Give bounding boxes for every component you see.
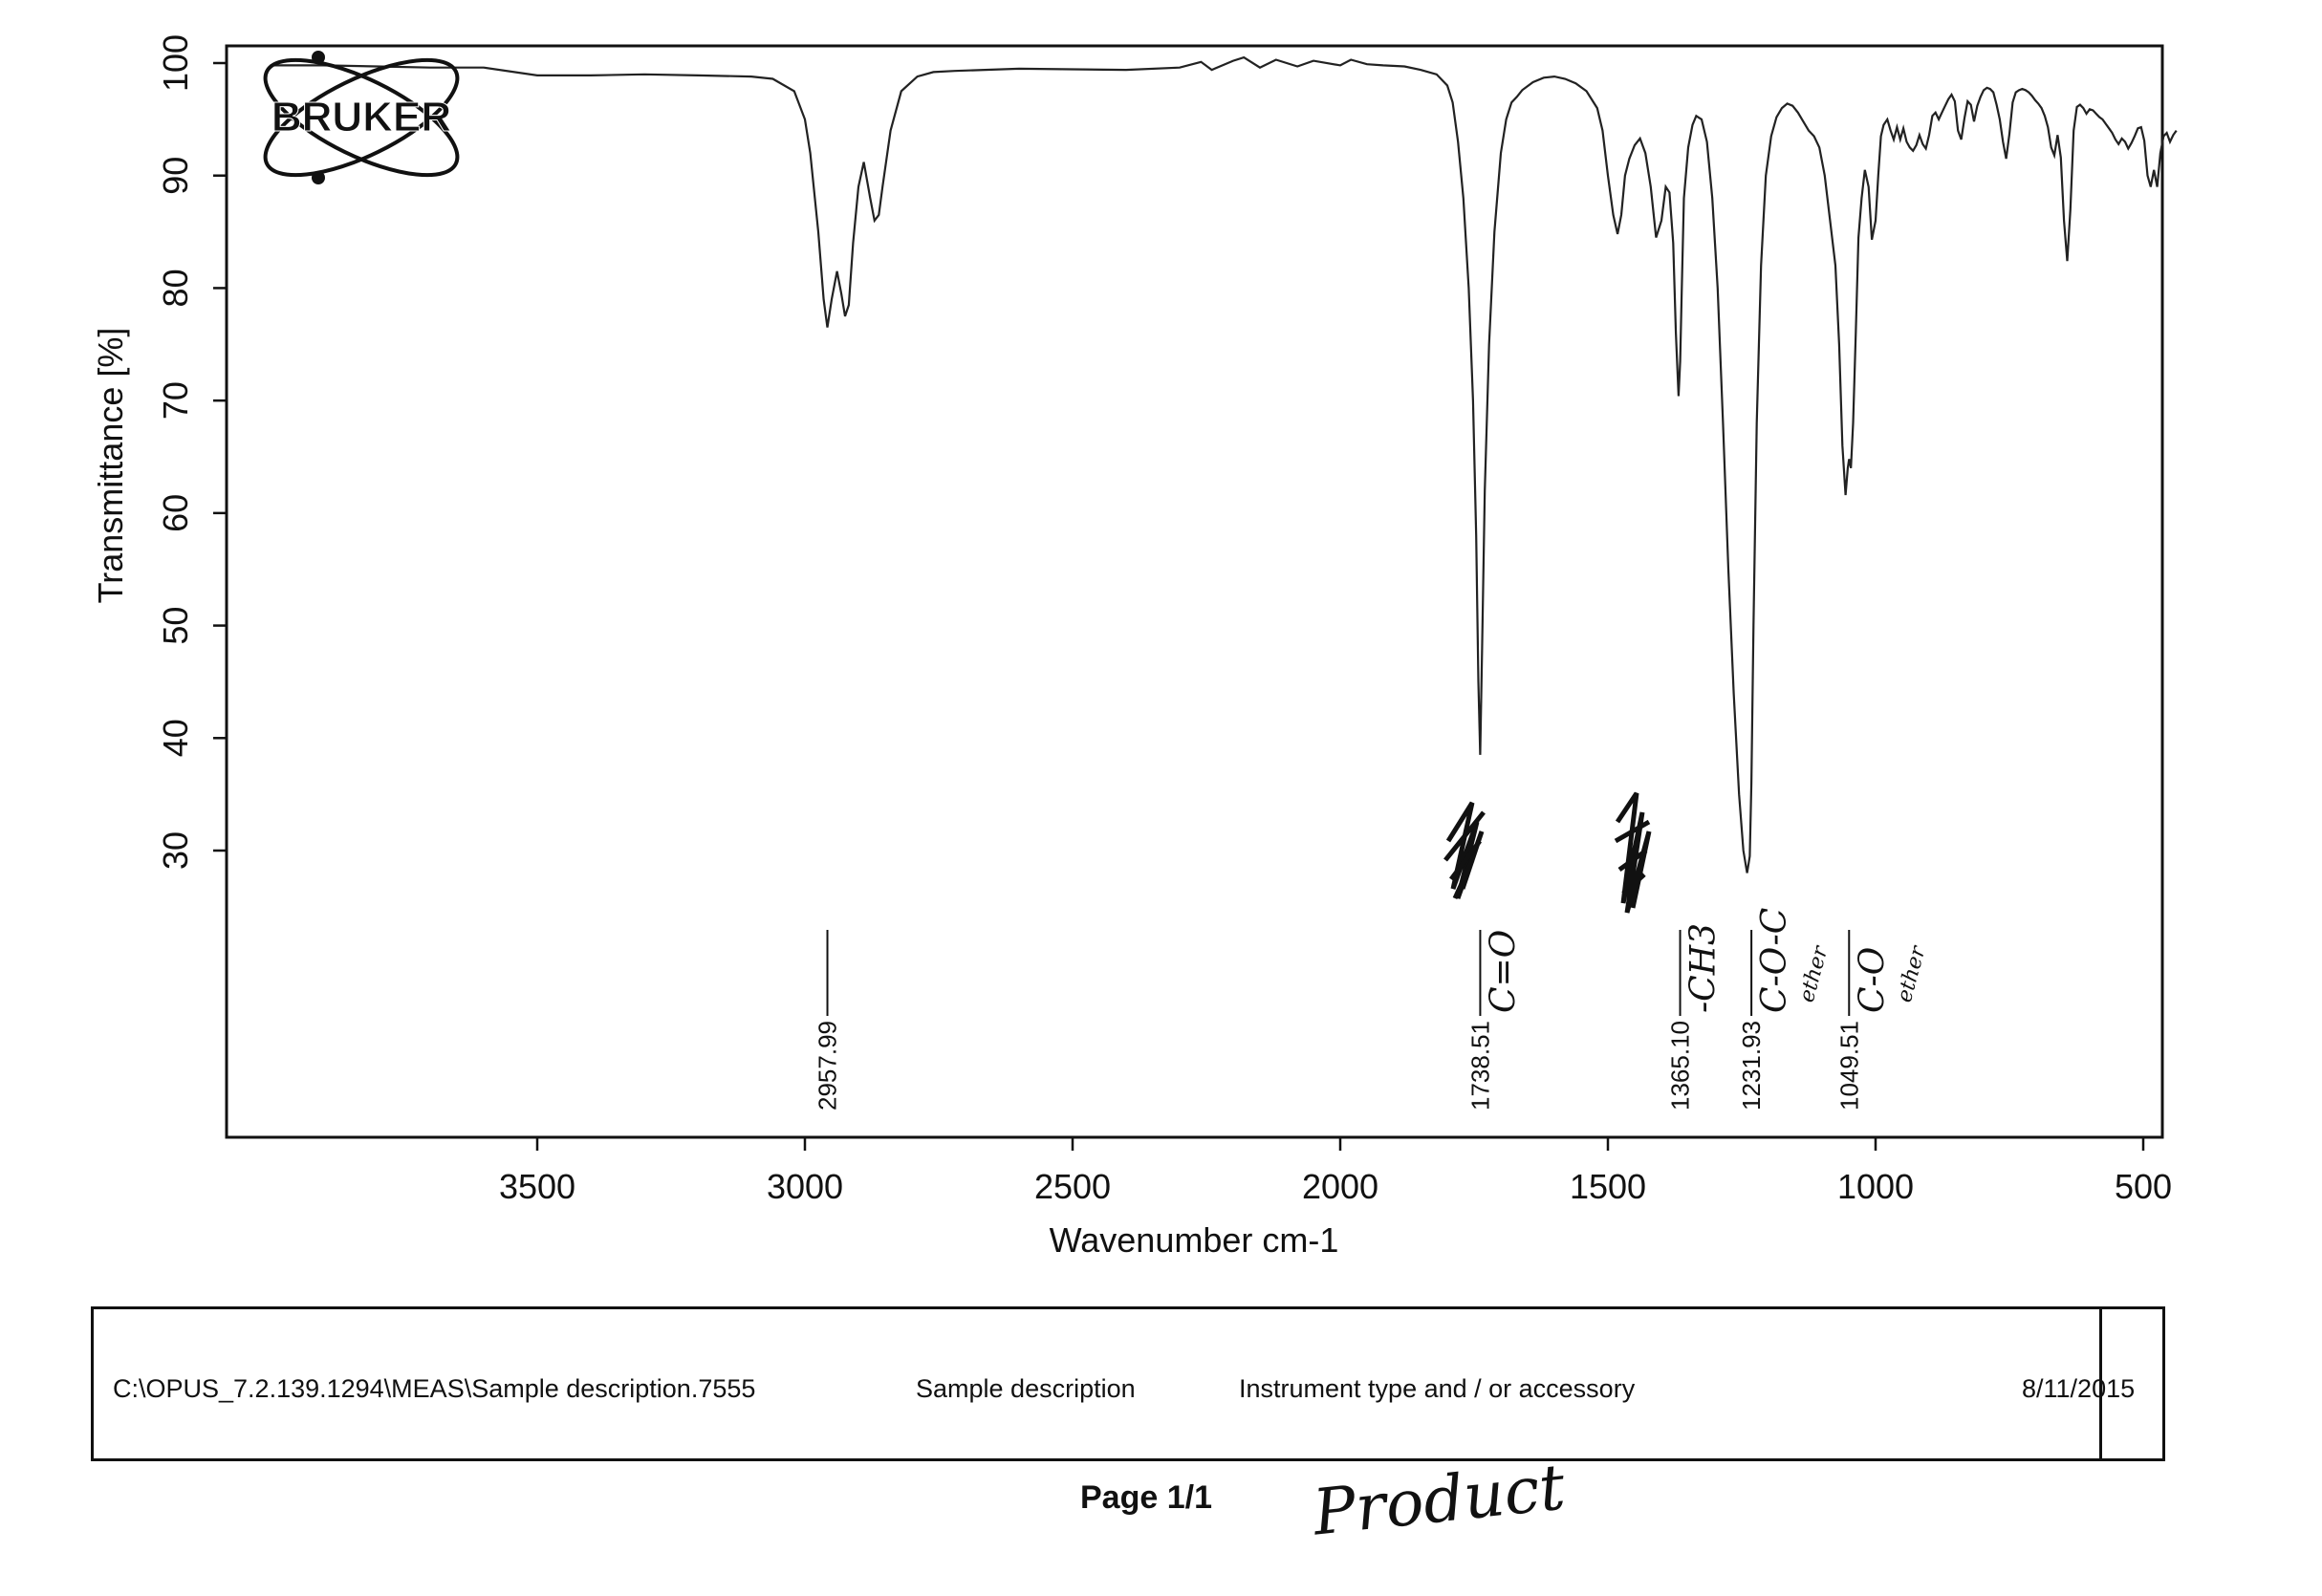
footer-info-box bbox=[91, 1306, 2165, 1461]
x-tick-label: 3000 bbox=[766, 1167, 844, 1206]
y-tick-label: 60 bbox=[156, 493, 195, 532]
bruker-logo-text: BRUKER bbox=[271, 94, 452, 140]
x-axis-ticks bbox=[499, 1137, 2172, 1206]
x-tick-label: 1500 bbox=[1569, 1167, 1647, 1206]
annotation-sublabel: ether bbox=[1892, 943, 1931, 1005]
handwritten-product-note: Product bbox=[1310, 1450, 1569, 1550]
peak-label: 1738.51 bbox=[1465, 1021, 1495, 1111]
y-tick-label: 90 bbox=[156, 156, 195, 195]
y-axis-ticks bbox=[156, 34, 227, 870]
annotation-sublabel: ether bbox=[1794, 943, 1834, 1005]
y-tick-label: 50 bbox=[156, 606, 195, 645]
annotation-label: C-O-C bbox=[1755, 907, 1795, 1013]
x-tick-label: 3500 bbox=[498, 1167, 576, 1206]
y-tick-label: 30 bbox=[156, 830, 195, 871]
y-tick-label: 100 bbox=[156, 33, 195, 93]
annotation-label: C-O bbox=[1853, 946, 1893, 1013]
y-tick-label: 70 bbox=[156, 381, 195, 421]
bruker-logo bbox=[250, 37, 473, 198]
x-axis-title: Wavenumber cm-1 bbox=[1049, 1220, 1339, 1260]
instrument-text: Instrument type and / or accessory bbox=[1239, 1374, 1636, 1403]
y-axis-title: Transmittance [%] bbox=[91, 327, 130, 604]
spectrum-line bbox=[271, 57, 2177, 873]
scribble-marks bbox=[1445, 793, 1649, 913]
date-text: 8/11/2015 bbox=[2022, 1374, 2136, 1403]
y-tick-label: 40 bbox=[156, 719, 195, 758]
peak-label: 2957.99 bbox=[813, 1021, 842, 1111]
handwritten-annotations bbox=[1484, 908, 1930, 1013]
peak-label: 1049.51 bbox=[1834, 1021, 1864, 1111]
peak-label: 1365.10 bbox=[1665, 1021, 1695, 1111]
x-tick-label: 2500 bbox=[1033, 1167, 1112, 1206]
page-number-label: Page 1/1 bbox=[1080, 1479, 1212, 1516]
x-tick-label: 2000 bbox=[1301, 1167, 1379, 1206]
x-tick-label: 1000 bbox=[1836, 1167, 1915, 1206]
sample-description-text: Sample description bbox=[916, 1374, 1136, 1403]
file-path-text: C:\OPUS_7.2.139.1294\MEAS\Sample description.7555 bbox=[113, 1374, 756, 1403]
y-tick-label: 80 bbox=[156, 269, 195, 308]
annotation-label: -CH3 bbox=[1683, 922, 1724, 1013]
x-tick-label: 500 bbox=[2114, 1167, 2173, 1206]
annotation-label: C=O bbox=[1484, 929, 1524, 1013]
peak-label: 1231.93 bbox=[1737, 1021, 1767, 1111]
